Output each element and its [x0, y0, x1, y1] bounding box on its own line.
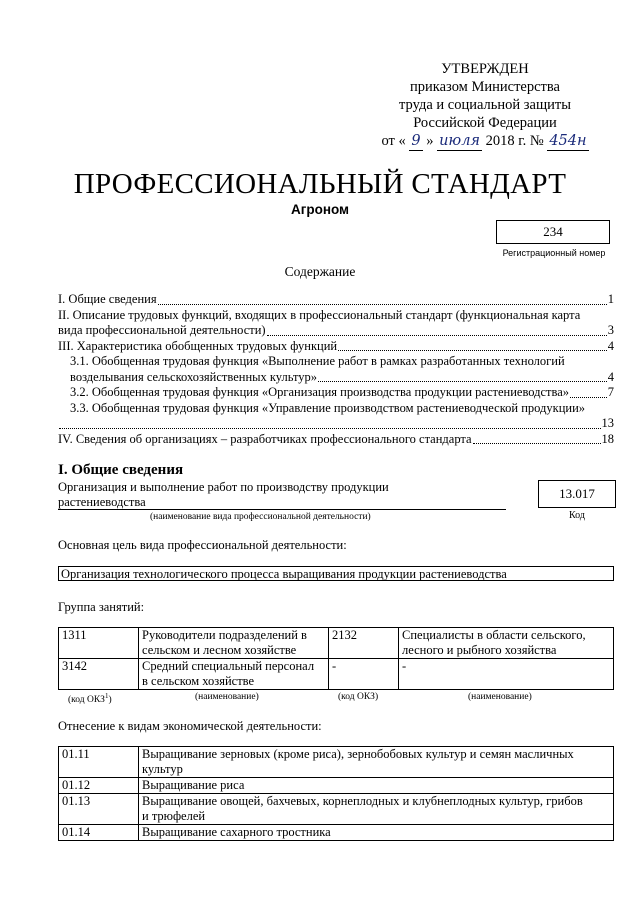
approval-line: труда и социальной защиты [399, 97, 571, 113]
occupation-group-table [58, 627, 614, 690]
okved-name-cell: Выращивание риса [139, 778, 614, 794]
table-row [59, 628, 614, 659]
goal-box: Организация технологического процесса выращивания продукции растениеводства [58, 566, 614, 581]
okved-name-cell: Выращивание овощей, бахчевых, корнеплодных и клубнеплодных культур, грибов и трюфелей [139, 794, 614, 825]
goal-label: Основная цель вида профессиональной деятельности: [58, 538, 347, 552]
okved-code-cell: 01.14 [59, 825, 139, 841]
approval-day: 9 [411, 133, 421, 149]
approval-date-line: от « 9 » июля 2018 г. № 454н [381, 133, 587, 149]
document-title: ПРОФЕССИОНАЛЬНЫЙ СТАНДАРТ [73, 168, 567, 200]
table-row [59, 778, 614, 794]
document-subtitle: Агроном [290, 202, 350, 217]
okz-name-cell: Специалисты в области сельского, лесного и рыбного хозяйства [399, 628, 614, 659]
activity-code-caption: Код [569, 510, 585, 521]
toc-item[interactable]: III. Характеристика обобщенных трудовых функций 4 [58, 338, 614, 353]
okved-name-cell: Выращивание сахарного тростника [139, 825, 614, 841]
activity-code-box: 13.017 [538, 480, 616, 508]
table-of-contents [58, 292, 614, 447]
okved-code-cell: 01.13 [59, 794, 139, 825]
activity-caption: (наименование вида профессиональной деятельности) [150, 512, 371, 522]
approval-month: июля [439, 133, 481, 149]
okz-code-caption: (код ОКЗ$^1$) [68, 692, 112, 706]
table-row [59, 794, 614, 825]
toc-item[interactable]: II. Описание трудовых функций, входящих в профессиональный стандарт (функциональная карта [58, 307, 581, 322]
okz-code-cell: 2132 [329, 628, 399, 659]
table-row [59, 825, 614, 841]
toc-item[interactable]: I. Общие сведения 1 [58, 292, 614, 306]
activity-name: Организация и выполнение работ по производству продукции растениеводства [58, 480, 389, 509]
okved-code-cell: 01.11 [59, 747, 139, 778]
registration-number-box: 234 [496, 220, 610, 244]
economic-activity-table [58, 746, 614, 841]
toc-item[interactable]: 3.2. Обобщенная трудовая функция «Организация производства продукции растениеводства» 7 [70, 385, 614, 399]
approval-title: УТВЕРЖДЕН [441, 61, 529, 77]
section-heading: I. Общие сведения [58, 462, 184, 478]
toc-item[interactable]: 3.1. Обобщенная трудовая функция «Выполнение работ в рамках разработанных технологий [70, 354, 565, 368]
okz-name-caption: (наименование) [468, 692, 532, 702]
toc-item[interactable]: 3.3. Обобщенная трудовая функция «Управление производством растениеводческой продукции» [70, 400, 586, 415]
okved-code-cell: 01.12 [59, 778, 139, 794]
approval-line: Российской Федерации [413, 115, 557, 131]
activity-underline [58, 509, 506, 510]
okz-code-caption: (код ОКЗ) [338, 692, 379, 702]
toc-heading: Содержание [284, 264, 356, 279]
approval-block [380, 60, 590, 151]
okz-name-caption: (наименование) [195, 692, 259, 702]
table-row [59, 747, 614, 778]
approval-line: приказом Министерства [410, 79, 560, 95]
okz-code-cell: - [329, 659, 399, 690]
toc-item-continued[interactable]: возделывания сельскохозяйственных культур» 4 [70, 369, 614, 384]
approval-number: 454н [549, 133, 587, 149]
toc-item[interactable]: IV. Сведения об организациях – разработчиках профессионального стандарта 18 [58, 431, 614, 446]
okz-code-cell: 1311 [59, 628, 139, 659]
toc-item-continued[interactable]: вида профессиональной деятельности) 3 [58, 323, 614, 337]
economic-activity-label: Отнесение к видам экономической деятельности: [58, 719, 322, 733]
occupation-group-label: Группа занятий: [58, 600, 145, 614]
okz-code-cell: 3142 [59, 659, 139, 690]
okz-name-cell: Руководители подразделений в сельском и лесном хозяйстве [139, 628, 329, 659]
okz-name-cell: - [399, 659, 614, 690]
table-row [59, 659, 614, 690]
registration-number-label: Регистрационный номер [502, 248, 606, 258]
okz-name-cell: Средний специальный персонал в сельском хозяйстве [139, 659, 329, 690]
toc-item-continued[interactable]: 13 [58, 416, 614, 432]
okved-name-cell: Выращивание зерновых (кроме риса), зернобобовых культур и семян масличных культур [139, 747, 614, 778]
